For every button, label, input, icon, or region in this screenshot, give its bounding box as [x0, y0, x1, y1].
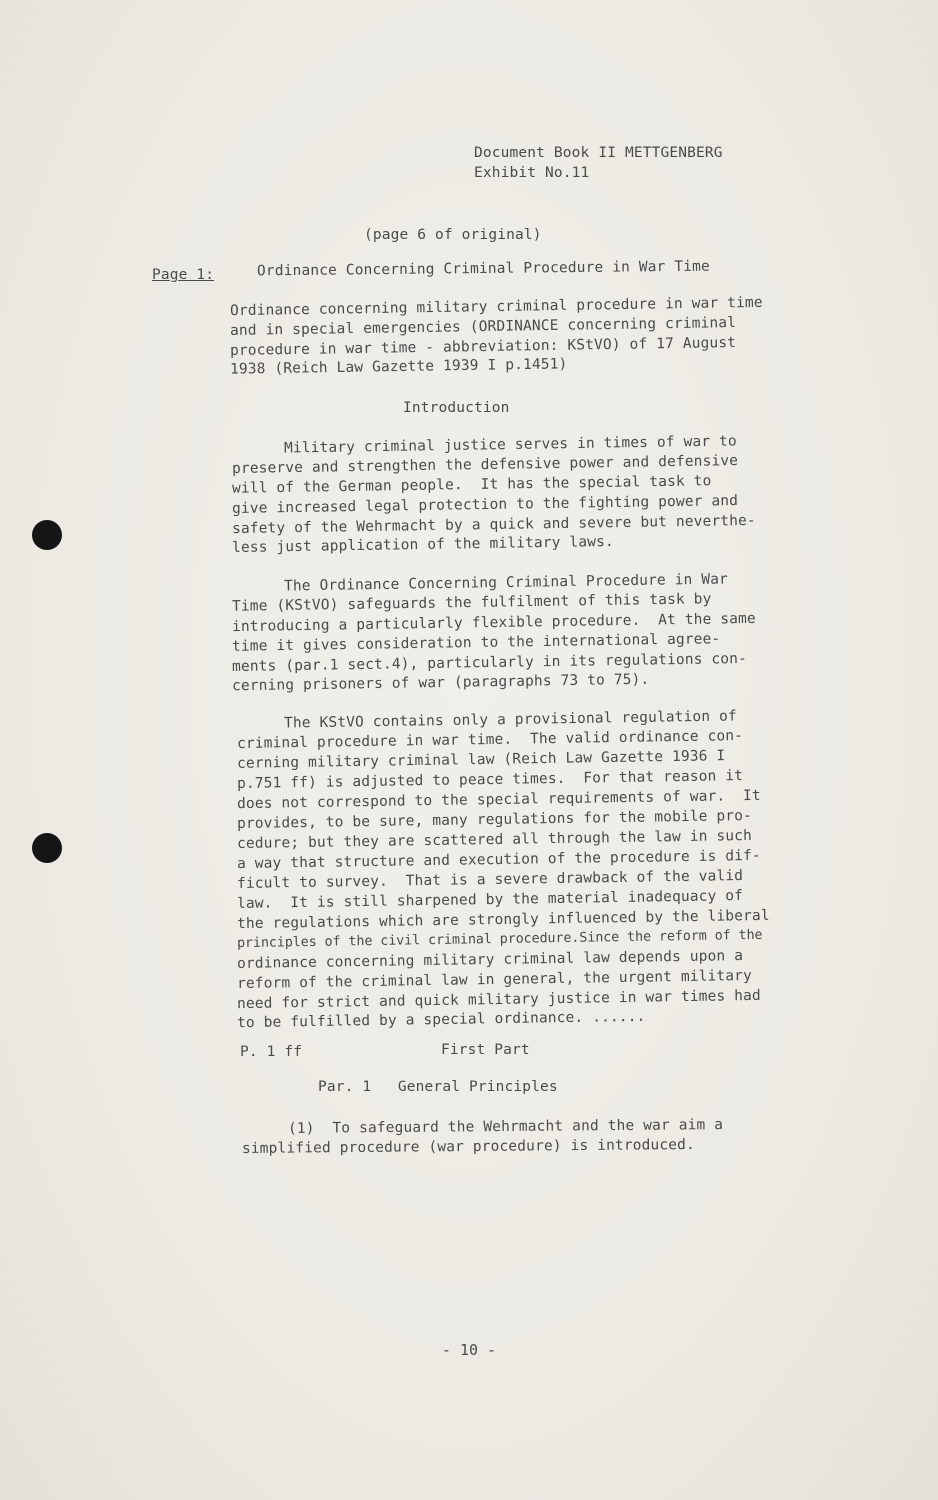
- para3-line: a way that structure and execution of the procedure is dif-: [236, 847, 761, 873]
- para3-line: does not correspond to the special requirements of war. It: [236, 787, 761, 813]
- para1-line: Military criminal justice serves in times of war to: [283, 433, 737, 457]
- para2-line: introducing a particularly flexible procedure. At the same: [231, 610, 756, 636]
- para1-line: safety of the Wehrmacht by a quick and severe but neverthe-: [231, 512, 756, 538]
- para3-line: ficult to survey. That is a severe drawback of the valid: [236, 868, 744, 892]
- par1-text-line: (1) To safeguard the Wehrmacht and the war aim a: [287, 1117, 724, 1137]
- para2-line: ments (par.1 sect.4), particularly in its regulations con-: [231, 650, 748, 676]
- para2-line: The Ordinance Concerning Criminal Procedure in War: [283, 571, 729, 595]
- first-part-ref: P. 1 ff: [240, 1044, 303, 1060]
- punch-hole: [32, 833, 62, 863]
- para2-line: time it gives consideration to the international agree-: [231, 631, 721, 655]
- para1-line: less just application of the military laws.: [231, 534, 614, 556]
- page-note: (page 6 of original): [364, 227, 542, 243]
- intro-line: 1938 (Reich Law Gazette 1939 I p.1451): [229, 356, 568, 378]
- par1-text-line: simplified procedure (war procedure) is introduced.: [241, 1137, 695, 1157]
- par1-heading: Par. 1 General Principles: [318, 1079, 558, 1095]
- para3-line: ordinance concerning military criminal law depends upon a: [236, 948, 744, 972]
- para3-line: criminal procedure in war time. The valid ordinance con-: [236, 728, 744, 752]
- intro-line: Ordinance concerning military criminal procedure in war time: [229, 294, 763, 320]
- para3-line: cedure; but they are scattered all through the law in such: [236, 827, 753, 853]
- page-label: Page 1:: [152, 267, 215, 283]
- para3-line: the regulations which are strongly influenced by the liberal: [236, 907, 770, 933]
- intro-line: procedure in war time - abbreviation: KStVO) of 17 August: [229, 335, 737, 359]
- punch-hole: [32, 520, 62, 550]
- first-part-title: First Part: [441, 1042, 530, 1058]
- para1-line: will of the German people. It has the special task to: [231, 473, 712, 497]
- introduction-title: Introduction: [403, 400, 510, 416]
- para3-line: cerning military criminal law (Reich Law Gazette 1936 I: [236, 748, 726, 772]
- para3-line: need for strict and quick military justice in war times had: [236, 987, 761, 1013]
- page-number: - 10 -: [441, 1341, 497, 1359]
- para3-line: The KStVO contains only a provisional regulation of: [283, 708, 737, 732]
- intro-line: and in special emergencies (ORDINANCE concerning criminal: [229, 315, 737, 339]
- para3-line: reform of the criminal law in general, the urgent military: [236, 967, 753, 993]
- para3-line: provides, to be sure, many regulations for the mobile pro-: [236, 807, 753, 833]
- para3-line: to be fulfilled by a special ordinance. ......: [236, 1008, 646, 1032]
- doc-book-label: Document Book II METTGENBERG: [474, 145, 723, 161]
- page-heading: Ordinance Concerning Criminal Procedure in War Time: [256, 258, 710, 280]
- para1-line: preserve and strengthen the defensive power and defensive: [231, 453, 739, 477]
- para2-line: Time (KStVO) safeguards the fulfilment of this task by: [231, 591, 712, 615]
- para3-line: p.751 ff) is adjusted to peace times. For that reason it: [236, 768, 744, 792]
- exhibit-label: Exhibit No.11: [474, 165, 590, 181]
- para1-line: give increased legal protection to the fighting power and: [231, 493, 739, 517]
- para3-line: principles of the civil criminal procedure.Since the reform of the: [236, 927, 763, 952]
- para3-line: law. It is still sharpened by the material inadequacy of: [236, 888, 744, 912]
- para2-line: cerning prisoners of war (paragraphs 73 to 75).: [231, 671, 650, 695]
